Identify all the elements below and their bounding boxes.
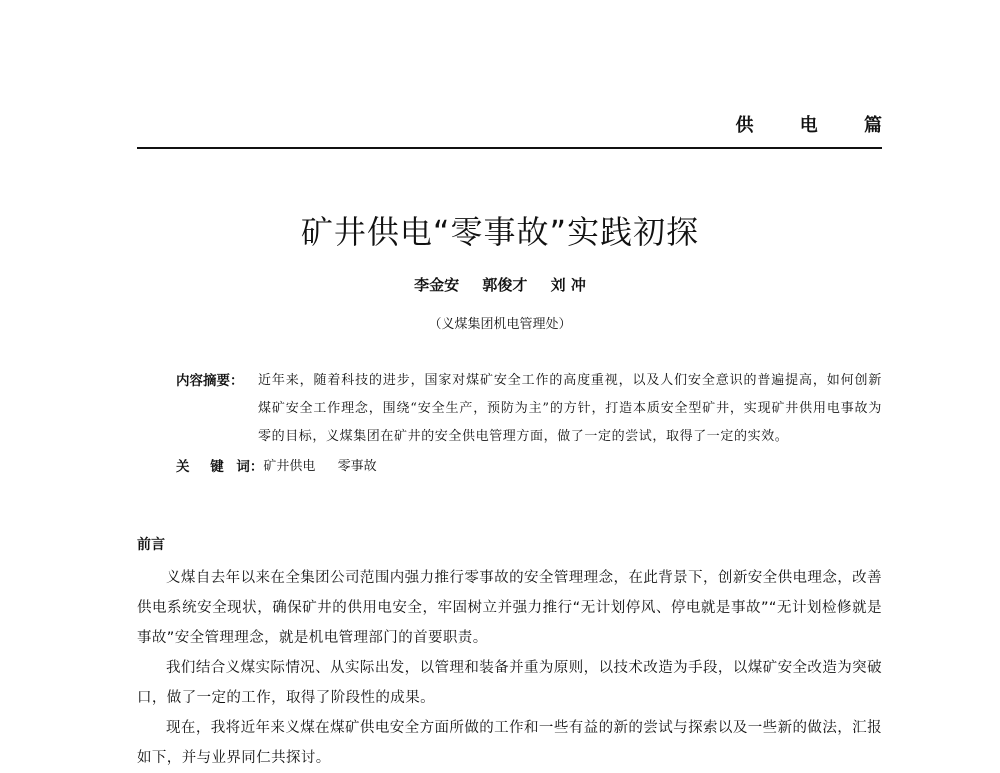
article-title: 矿井供电“零事故”实践初探 <box>300 213 700 251</box>
keywords-row <box>176 453 882 481</box>
author-affiliation: （义煤集团机电管理处） <box>428 317 572 332</box>
abstract-block <box>176 367 882 481</box>
author-name: 李金安 <box>414 276 460 294</box>
author-list <box>0 274 1000 296</box>
author-name: 郭俊才 <box>482 276 528 294</box>
author-name: 刘 冲 <box>550 276 586 294</box>
body-text <box>137 563 882 773</box>
keywords-label-part: 关 键 <box>176 459 232 475</box>
body-paragraph: 我们结合义煤实际情况、从实际出发，以管理和装备并重为原则，以技术改造为手段，以煤矿安全改造为突破口，做了一定的工作，取得了阶段性的成果。 <box>137 660 882 706</box>
keywords-list <box>263 453 394 481</box>
section-label: 供 电 篇 <box>735 115 902 136</box>
keyword: 零事故 <box>337 459 377 474</box>
preface-heading: 前言 <box>137 537 165 553</box>
abstract-text: 近年来，随着科技的进步，国家对煤矿安全工作的高度重视，以及人们安全意识的普遍提高，如何创新煤矿安全工作理念，围绕“安全生产，预防为主”的方针，打造本质安全型矿井，实现矿井供用电事故为零的目标，义煤集团在矿井的安全供电管理方面，做了一定的尝试，取得了一定的实效。 <box>258 373 882 444</box>
abstract-label: 内容摘要： <box>176 373 244 389</box>
keywords-label <box>176 453 263 481</box>
keyword: 矿井供电 <box>263 459 316 474</box>
header-rule <box>137 147 882 149</box>
body-paragraph: 现在，我将近年来义煤在煤矿供电安全方面所做的工作和一些有益的新的尝试与探索以及一些新的做法，汇报如下，并与业界同仁共探讨。 <box>137 720 882 766</box>
abstract-row <box>176 367 882 451</box>
keywords-label-part: 词： <box>231 459 264 475</box>
body-paragraph: 义煤自去年以来在全集团公司范围内强力推行零事故的安全管理理念，在此背景下，创新安全供电理念，改善供电系统安全现状，确保矿井的供用电安全，牢固树立并强力推行“无计划停风、停电就是事故”“无计划检修就是事故”安全管理理念，就是机电管理部门的首要职责。 <box>137 570 882 646</box>
